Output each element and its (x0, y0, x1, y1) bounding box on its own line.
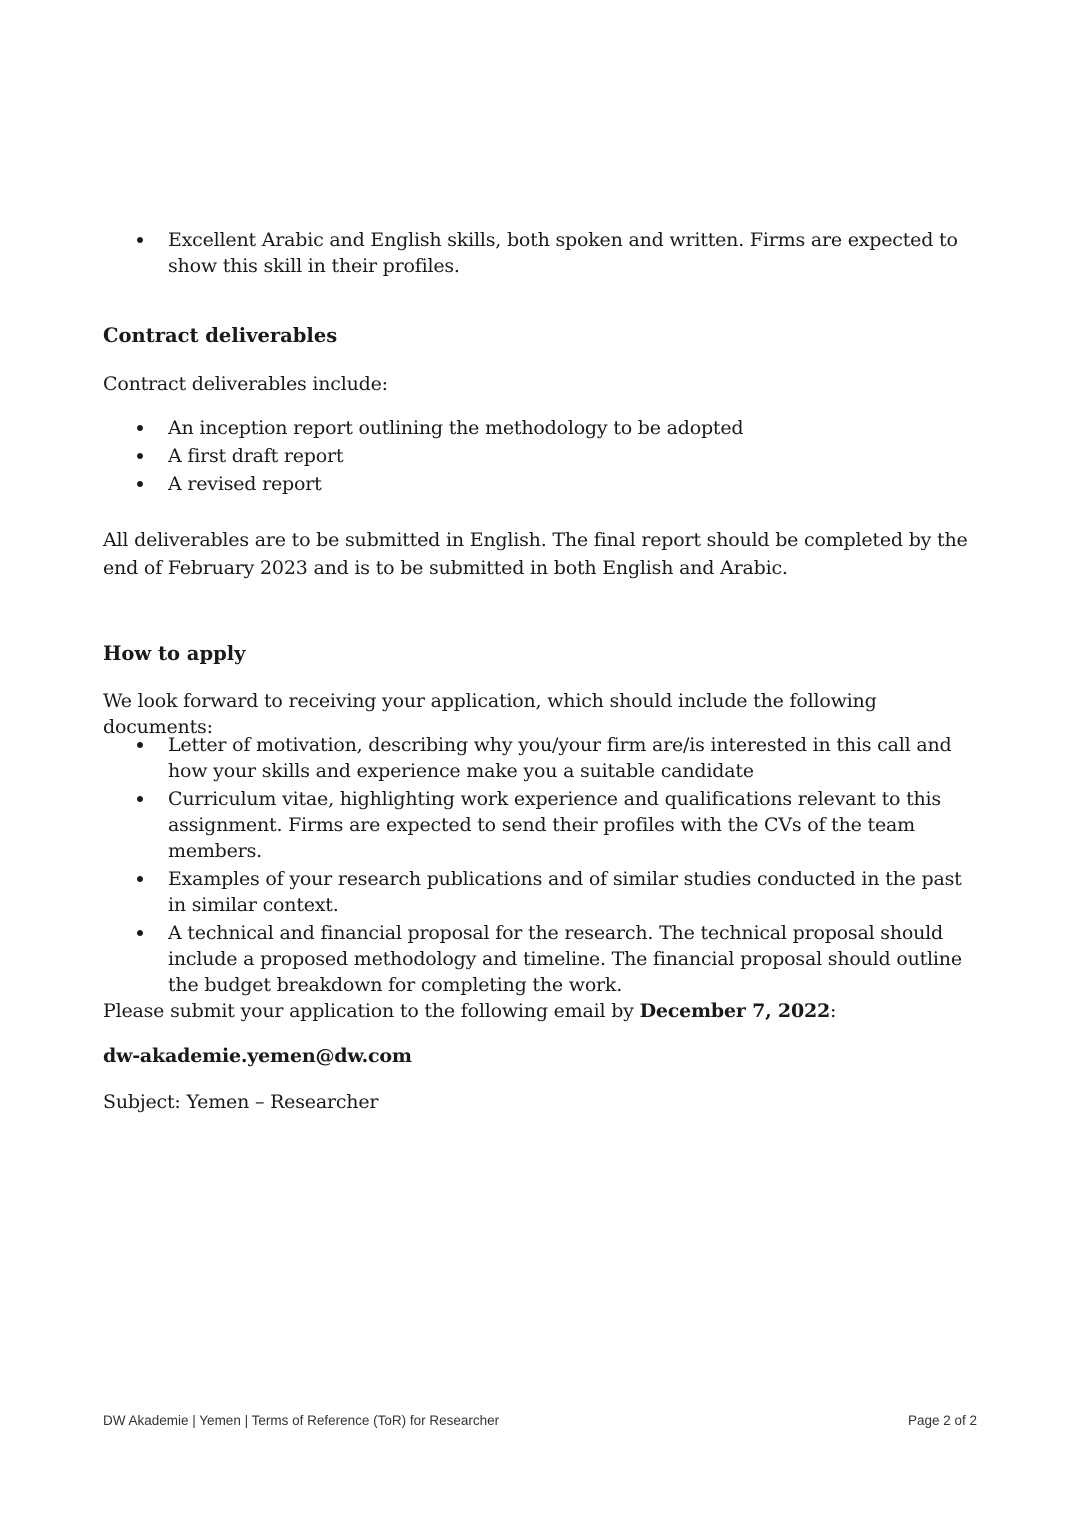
bullet-icon (137, 425, 143, 431)
apply-heading: How to apply (103, 642, 246, 665)
list-item: An inception report outlining the methodology to be adopted (103, 414, 983, 442)
deadline-date: December 7, 2022 (639, 1000, 831, 1022)
apply-documents-list (103, 732, 983, 1000)
contact-email[interactable]: dw-akademie.yemen@dw.com (103, 1045, 412, 1067)
bullet-icon (137, 237, 143, 243)
bullet-icon (137, 876, 143, 882)
list-item: A technical and financial proposal for the research. The technical proposal should include a proposed methodology and timeline. The financial proposal should outline the budget breakdown for completing the work. (103, 920, 983, 998)
deliverables-note: All deliverables are to be submitted in English. The final report should be completed by the end of February 2023 and is to be submitted in both English and Arabic. (103, 529, 968, 579)
bullet-icon (137, 742, 143, 748)
bullet-icon (137, 453, 143, 459)
submit-suffix: : (830, 1000, 837, 1022)
apply-intro: We look forward to receiving your application, which should include the following documents: (103, 690, 877, 738)
deliverables-heading: Contract deliverables (103, 324, 338, 347)
page-number: Page 2 of 2 (907, 1413, 977, 1428)
bullet-icon (137, 796, 143, 802)
submit-instruction (103, 998, 983, 1024)
list-item: Examples of your research publications and of similar studies conducted in the past in similar context. (103, 866, 983, 918)
bullet-icon (137, 481, 143, 487)
bullet-icon (137, 930, 143, 936)
submit-prefix: Please submit your application to the following email by (103, 1000, 640, 1022)
list-item: Curriculum vitae, highlighting work experience and qualifications relevant to this assignment. Firms are expected to send their profiles with the CVs of the team members. (103, 786, 983, 864)
deliverables-list (103, 414, 983, 498)
footer-title: DW Akademie | Yemen | Terms of Reference (ToR) for Researcher (103, 1413, 500, 1428)
email-subject: Subject: Yemen – Researcher (103, 1091, 379, 1113)
list-item: Letter of motivation, describing why you/your firm are/is interested in this call and how your skills and experience make you a suitable candidate (103, 732, 983, 784)
deliverables-intro: Contract deliverables include: (103, 373, 388, 395)
list-item: A first draft report (103, 442, 983, 470)
skills-list (103, 227, 983, 279)
list-item: A revised report (103, 470, 983, 498)
list-item: Excellent Arabic and English skills, both spoken and written. Firms are expected to show this skill in their profiles. (103, 227, 983, 279)
